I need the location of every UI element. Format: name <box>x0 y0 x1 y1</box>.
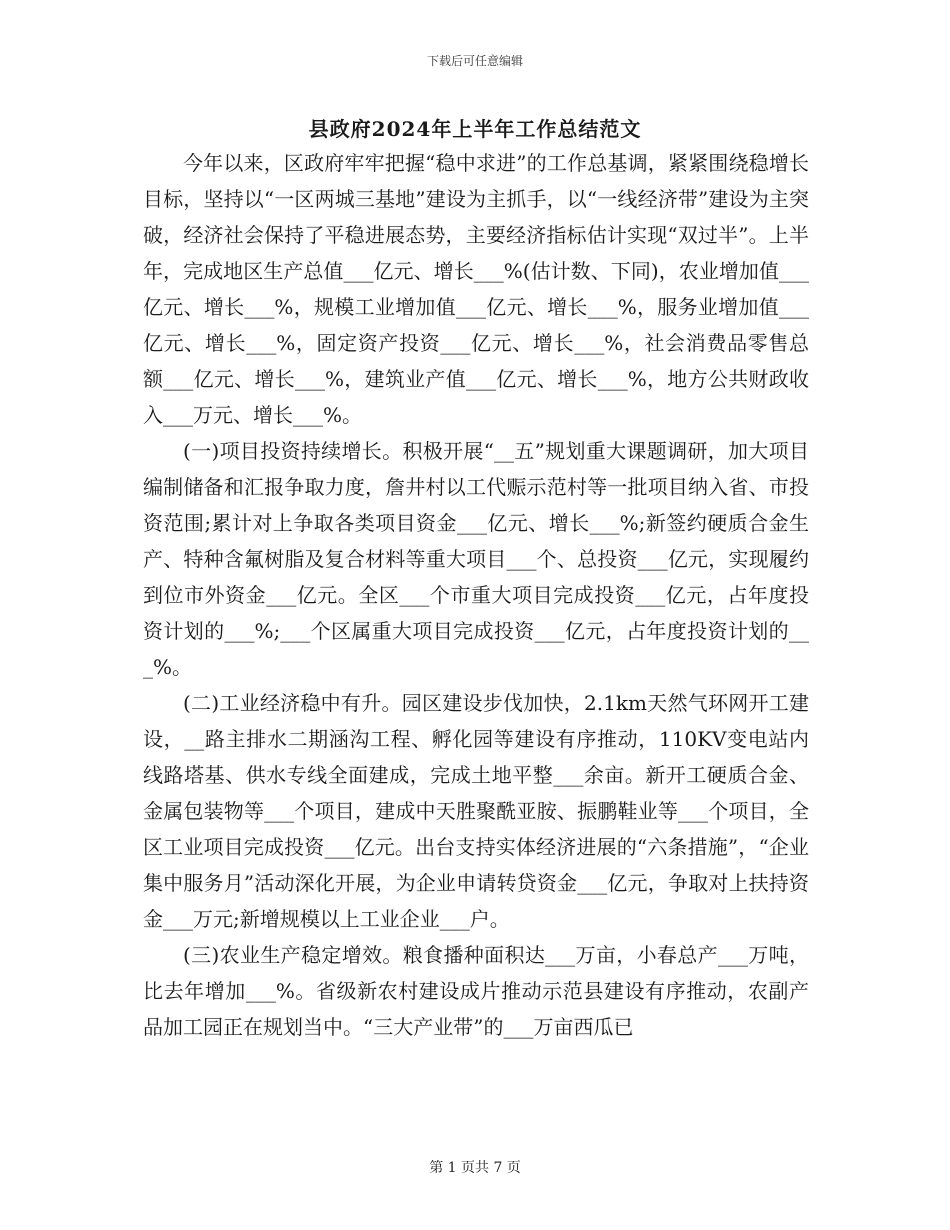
page-header-note: 下载后可任意编辑 <box>426 54 523 68</box>
paragraph-project-investment: (一)项目投资持续增长。积极开展“__五”规划重大课题调研，加大项目编制储备和汇报争取力度，詹井村以工代赈示范村等一批项目纳入省、市投资范围;累计对上争取各类项目资金___亿元、增长___%;新签约硬质合金生产、特种含氟树脂及复合材料等重大项目___个、总投资___亿元，实现履约到位市外资金___亿元。全区___个市重大项目完成投资___亿元，占年度投资计划的___%;___个区属重大项目完成投资___亿元，占年度投资计划的___%。 <box>143 439 809 679</box>
paragraph-intro: 今年以来，区政府牢牢把握“稳中求进”的工作总基调，紧紧围绕稳增长目标，坚持以“一区两城三基地”建设为主抓手，以“一线经济带”建设为主突破，经济社会保持了平稳进展态势，主要经济指标估计实现“双过半”。上半年，完成地区生产总值___亿元、增长___%(估计数、下同)，农业增加值___亿元、增长___%，规模工业增加值___亿元、增长___%，服务业增加值___亿元、增长___%，固定资产投资___亿元、增长___%，社会消费品零售总额___亿元、增长___%，建筑业产值___亿元、增长___%，地方公共财政收入___万元、增长___%。 <box>143 151 809 427</box>
paragraph-industrial-economy: (二)工业经济稳中有升。园区建设步伐加快，2.1km天然气环网开工建设，__路主排水二期涵沟工程、孵化园等建设有序推动，110KV变电站内线路塔基、供水专线全面建成，完成土地平整___余亩。新开工硬质合金、金属包装物等___个项目，建成中天胜聚酰亚胺、振鹏鞋业等___个项目，全区工业项目完成投资___亿元。出台支持实体经济进展的“六条措施”，“企业集中服务月”活动深化开展，为企业申请转贷资金___亿元，争取对上扶持资金___万元;新增规模以上工业企业___户。 <box>143 691 809 931</box>
paragraph-agriculture: (三)农业生产稳定增效。粮食播种面积达___万亩，小春总产___万吨，比去年增加___%。省级新农村建设成片推动示范县建设有序推动，农副产品加工园正在规划当中。“三大产业带”的___万亩西瓜已 <box>143 943 809 1039</box>
document-title: 县政府2024年上半年工作总结范文 <box>308 117 642 141</box>
page-number: 第 1 页共 7 页 <box>429 1160 521 1176</box>
document-body <box>143 145 809 1045</box>
